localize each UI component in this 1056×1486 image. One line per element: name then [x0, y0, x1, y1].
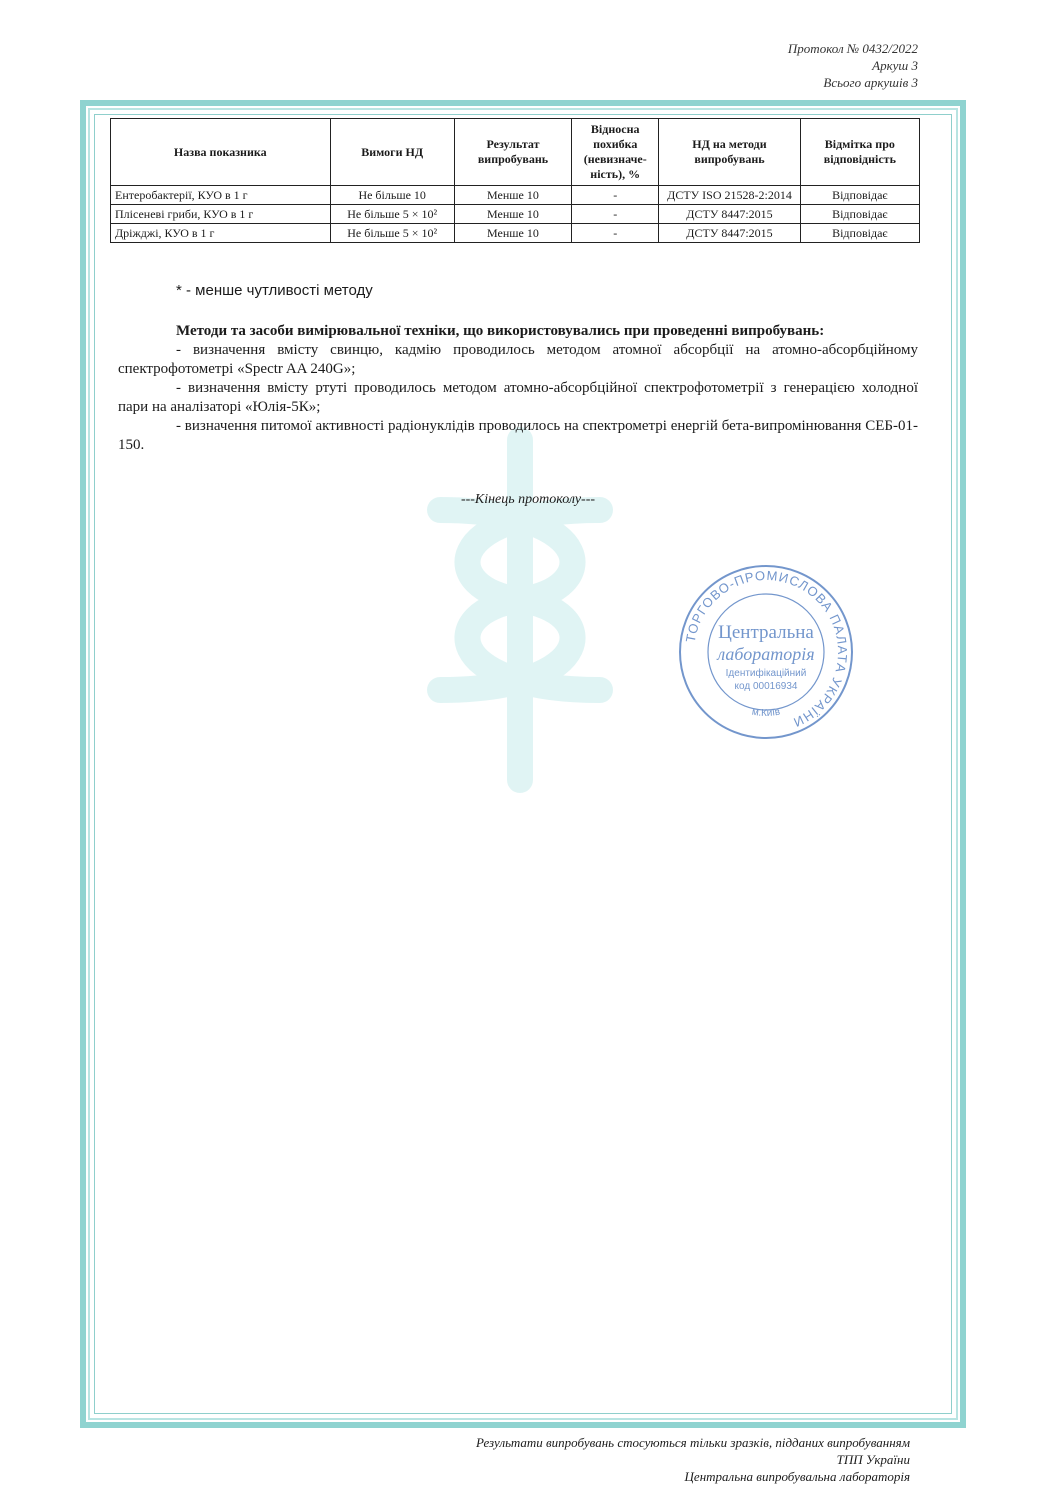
table-cell: Менше 10 [454, 186, 571, 205]
table-header-row [111, 119, 920, 186]
document-footer [476, 1434, 910, 1485]
table-cell: Не більше 10 [330, 186, 454, 205]
footer-line: Центральна випробувальна лабораторія [684, 1469, 910, 1484]
column-header: Відмітка про відповідність [800, 119, 919, 186]
table-cell: - [572, 186, 659, 205]
table-cell: Дріжджі, КУО в 1 г [111, 224, 331, 243]
footer-line: Результати випробувань стосуються тільки зразків, підданих випробуванням [475, 1435, 910, 1450]
table-cell: Менше 10 [454, 205, 571, 224]
table-row [111, 205, 920, 224]
table-cell: - [572, 205, 659, 224]
table-row [111, 224, 920, 243]
table-cell: Відповідає [800, 224, 919, 243]
column-header: Назва показника [111, 119, 331, 186]
methods-item: - визначення вмісту свинцю, кадмію проводилось методом атомної абсорбції на атомно-абсорбційному спектрофотометрі «Spectr AA 240G»; [118, 342, 918, 377]
total-sheets: Всього аркушів 3 [823, 75, 918, 90]
table-row [111, 186, 920, 205]
table-cell: ДСТУ ISO 21528-2:2014 [659, 186, 800, 205]
caduceus-watermark-icon [400, 420, 640, 800]
table-cell: Відповідає [800, 186, 919, 205]
methods-item: - визначення вмісту ртуті проводилось методом атомно-абсорбційної спектрофотометрії з генерацією холодної пари на аналізаторі «Юлія-5К»; [118, 380, 918, 415]
column-header: НД на методи випробувань [659, 119, 800, 186]
table-cell: ДСТУ 8447:2015 [659, 205, 800, 224]
laboratory-stamp [676, 562, 856, 742]
sheet-number: Аркуш 3 [872, 58, 918, 73]
table-cell: ДСТУ 8447:2015 [659, 224, 800, 243]
table-cell: Плісеневі гриби, КУО в 1 г [111, 205, 331, 224]
methods-section [118, 322, 918, 455]
column-header: Результат випробувань [454, 119, 571, 186]
svg-text:м.Київ [751, 707, 781, 719]
methods-item: - визначення питомої активності радіонуклідів проводилось на спектрометрі енергій бета-випромінювання СЕБ-01-150. [118, 418, 918, 453]
table-cell: Менше 10 [454, 224, 571, 243]
table-cell: Не більше 5 × 10² [330, 224, 454, 243]
stamp-line-4: код 00016934 [734, 681, 798, 692]
table-cell: Відповідає [800, 205, 919, 224]
footer-line: ТПП України [836, 1452, 910, 1467]
stamp-city: м.Київ [751, 706, 782, 719]
footnote: * - менше чутливості методу [176, 282, 373, 299]
results-table [110, 118, 920, 243]
stamp-ring-text: ТОРГОВО-ПРОМИСЛОВА ПАЛАТА УКРАЇНИ [682, 567, 851, 731]
column-header: Відносна похибка (невизначе-ність), % [572, 119, 659, 186]
column-header: Вимоги НД [330, 119, 454, 186]
end-of-protocol: ---Кінець протоколу--- [460, 492, 596, 507]
table-cell: Ентеробактерії, КУО в 1 г [111, 186, 331, 205]
document-header [788, 40, 918, 91]
table-cell: Не більше 5 × 10² [330, 205, 454, 224]
protocol-number: Протокол № 0432/2022 [787, 41, 918, 56]
stamp-line-3: Ідентифікаційний [725, 668, 807, 679]
stamp-line-2: лабораторія [717, 644, 815, 664]
stamp-line-1: Центральна [718, 622, 814, 643]
table-cell: - [572, 224, 659, 243]
methods-title: Методи та засоби вимірювальної техніки, що використовувались при проведенні випробувань: [176, 323, 825, 339]
